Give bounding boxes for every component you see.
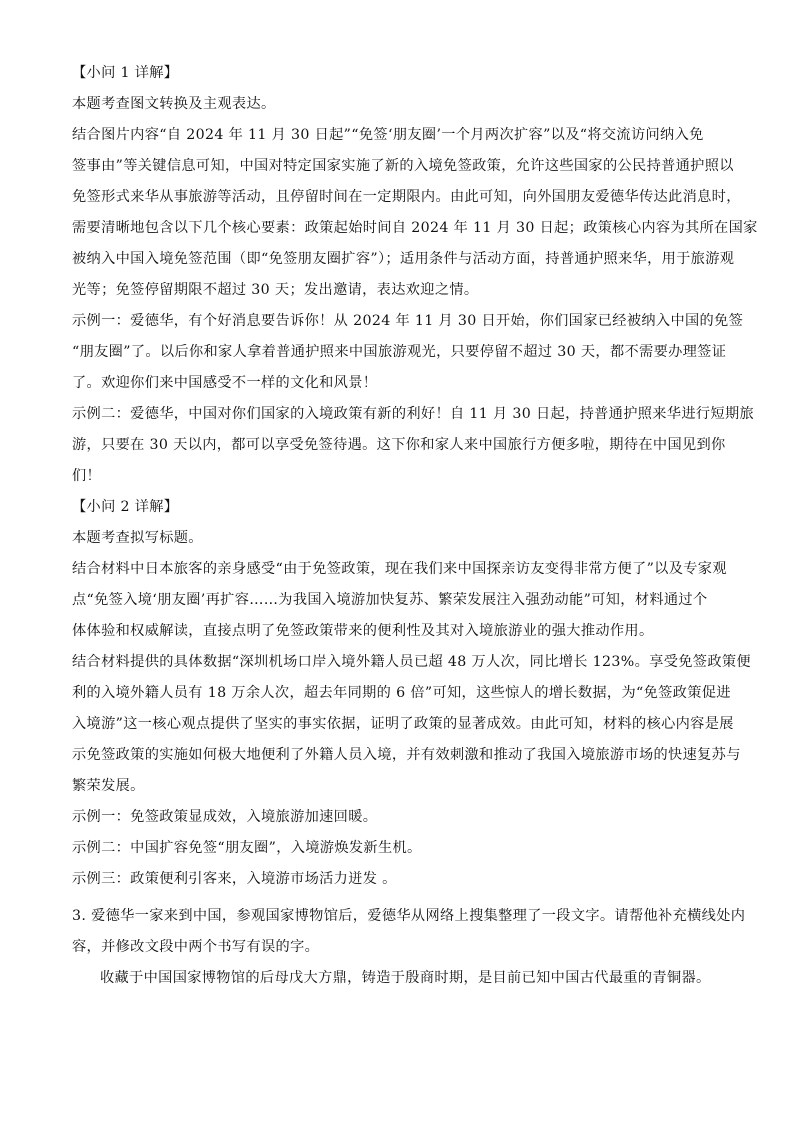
paragraph-line: 被纳入中国入境免签范围（即“免签朋友圈扩容”）；适用条件与活动方面，持普通护照来华，用于旅游观 [72,251,735,267]
document-page [72,58,758,994]
paragraph-line: 了。欢迎你们来中国感受不一样的文化和风景！ [72,375,378,391]
section2-title: 【小问 2 详解】 [72,499,179,515]
paragraph-line: 光等；免签停留期限不超过 30 天；发出邀请，表达欢迎之情。 [72,282,479,298]
section2-para1 [72,554,727,647]
paragraph-line: 示例一：爱德华，有个好消息要告诉你！从 2024 年 11 月 30 日开始，你们国家已经被纳入中国的免签 [72,313,744,329]
paragraph-line: 繁荣发展。 [72,778,145,794]
paragraph-line: 结合图片内容“自 2024 年 11 月 30 日起”“免签‘朋友圈’一个月两次扩容”以及“将交流访问纳入免 [72,127,704,143]
paragraph-line: 点“免签入境‘朋友圈’再扩容……为我国入境游加快复苏、繁荣发展注入强劲动能”可知，材料通过个 [72,592,708,608]
paragraph-line: 体体验和权威解读，直接点明了免签政策带来的便利性及其对入境旅游业的强大推动作用。 [72,623,654,639]
section2-para2 [72,647,751,802]
example-line: 示例二：中国扩容免签“朋友圈”，入境游焕发新生机。 [72,840,422,856]
question-line: 容，并修改文段中两个书写有误的字。 [72,939,320,955]
paragraph-line: 入境游”这一核心观点提供了坚实的事实依据，证明了政策的显著成效。由此可知，材料的核心内容是展 [72,716,734,732]
example-line: 示例三：政策便利引客来，入境游市场活力迸发 。 [72,871,397,887]
section1-title: 【小问 1 详解】 [72,65,179,81]
paragraph-line: 示免签政策的实施如何极大地便利了外籍人员入境，并有效刺激和推动了我国入境旅游市场的快速复苏与 [72,747,741,763]
paragraph-line: 免签形式来华从事旅游等活动，且停留时间在一定期限内。由此可知，向外国朋友爱德华传达此消息时， [72,189,741,205]
example-line: 示例一：免签政策显成效，入境旅游加速回暖。 [72,809,378,825]
section1-analysis [72,120,758,306]
paragraph-line: “朋友圈”了。以后你和家人拿着普通护照来中国旅游观光，只要停留不超过 30 天，都不需要办理签证 [72,344,727,360]
paragraph-line: 签事由”等关键信息可知，中国对特定国家实施了新的入境免签政策，允许这些国家的公民持普通护照以 [72,158,734,174]
paragraph-line: 需要清晰地包含以下几个核心要素：政策起始时间自 2024 年 11 月 30 日起；政策核心内容为其所在国家 [72,220,758,236]
paragraph-line: 游，只要在 30 天以内，都可以享受免签待遇。这下你和家人来中国旅行方便多啦，期待在中国见到你 [72,437,726,453]
paragraph-line: 结合材料提供的具体数据“深圳机场口岸入境外籍人员已超 48 万人次，同比增长 123%。享受免签政策便 [72,654,751,670]
question-line: 3. 爱德华一家来到中国，参观国家博物馆后，爱德华从网络上搜集整理了一段文字。请帮他补充横线处内 [72,908,746,924]
paragraph-line: 结合材料中日本旅客的亲身感受“由于免签政策，现在我们来中国探亲访友变得非常方便了”以及专家观 [72,561,727,577]
section1-example2 [72,399,755,492]
section2-intro: 本题考查拟写标题。 [72,530,203,546]
question-3 [72,901,746,963]
question3-passage: 收藏于中国国家博物馆的后母戊大方鼎，铸造于殷商时期，是目前已知中国古代最重的青铜器。 [100,970,711,986]
section1-intro: 本题考查图文转换及主观表达。 [72,96,276,112]
paragraph-line: 示例二：爱德华，中国对你们国家的入境政策有新的利好！自 11 月 30 日起，持普通护照来华进行短期旅 [72,406,755,422]
section2-examples [72,802,722,895]
paragraph-line: 们！ [72,468,102,484]
section1-example1 [72,306,744,399]
paragraph-line: 利的入境外籍人员有 18 万余人次，超去年同期的 6 倍”可知，这些惊人的增长数据，为“免签政策促进 [72,685,731,701]
